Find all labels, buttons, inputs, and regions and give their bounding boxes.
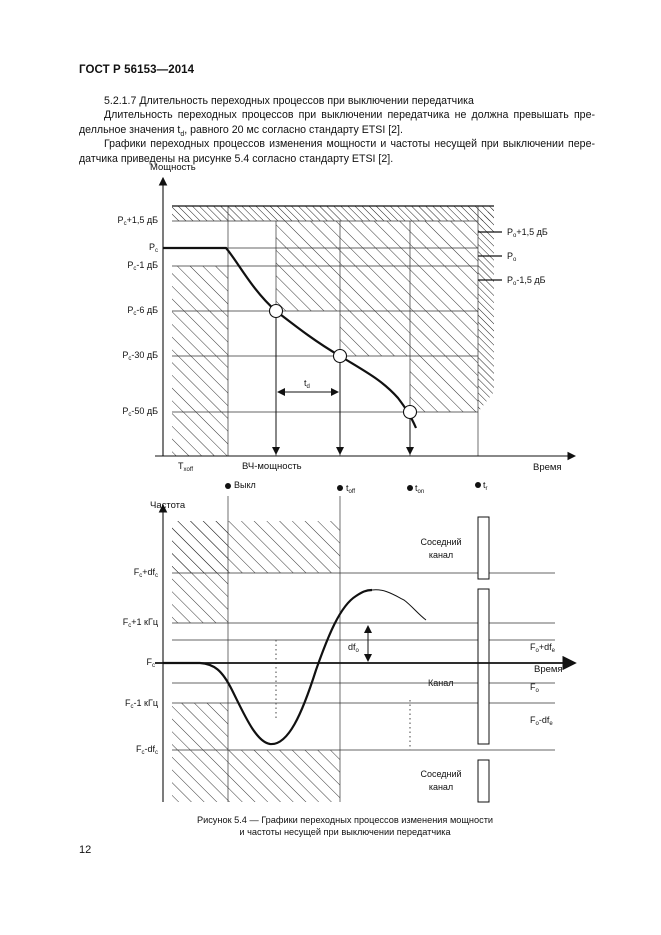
t-on-label: $t_{on}$ (415, 483, 425, 495)
power-point-30db (334, 350, 347, 363)
document-header: ГОСТ Р 56153—2014 (79, 64, 195, 76)
freq-hatch-bottom-right (228, 750, 340, 802)
freq-box-bottom (478, 760, 489, 802)
power-hatch-edge (478, 206, 494, 412)
freq-curve-thin (372, 590, 426, 620)
adjacent-channel-bottom-1: Соседний (420, 769, 462, 779)
caption-line-1: Рисунок 5.4 — Графики переходных процессов изменения мощности (196, 815, 494, 825)
t-r-label: $t_r$ (483, 480, 488, 492)
td-label: $t_d$ (304, 378, 310, 390)
off-label: Выкл (234, 480, 256, 490)
power-hatch-mid2 (340, 311, 478, 356)
caption-line-2: и частоты несущей при выключении передатчика (239, 827, 451, 837)
paragraph-1: Длительность переходных процессов при выключении передатчика не должна превышать пре-делльное значения $t_d$, равного 20 мс согласно стандарту ETSI [2]. (79, 109, 595, 138)
t-xoff-label: $T_{xoff}$ (178, 461, 194, 473)
frequency-chart (123, 496, 575, 802)
power-point-6db (270, 305, 283, 318)
rf-power-label: ВЧ-мощность (242, 461, 302, 472)
freq-time-label: Время (534, 664, 563, 675)
freq-box-top (478, 517, 489, 579)
power-tick-pc: $P_c$ (148, 242, 158, 254)
freq-tick-fc-plus-1khz: $F_c+1$ кГц (122, 617, 158, 629)
power-axis-label: Мощность (150, 162, 196, 173)
freq-right-fo-plus: $F_o+df_e$ (530, 642, 555, 654)
freq-right-fo: $F_o$ (530, 682, 539, 694)
paragraph-2: Графики переходных процессов изменения мощности и частоты несущей при выключении пере-датчика приведены на рисунке 5.4 согласно стандарту ETSI [2]. (79, 138, 595, 165)
power-right-po: $P_o$ (507, 251, 517, 263)
power-tick-pc-minus-1: $P_c-1$ дБ (127, 260, 158, 272)
power-tick-pc-minus-30: $P_c-30$ дБ (122, 350, 158, 362)
adjacent-channel-top-1: Соседний (420, 537, 462, 547)
power-hatch-right (410, 356, 478, 412)
power-hatch-left (172, 266, 228, 456)
power-tick-pc-minus-6: $P_c-6$ дБ (127, 305, 158, 317)
dfo-label: $df_o$ (348, 642, 359, 654)
power-right-po-minus: $P_o-1,5$ дБ (507, 275, 546, 287)
power-right-po-plus: $P_o+1,5$ дБ (507, 227, 548, 239)
adjacent-channel-bottom-2: канал (428, 782, 454, 792)
adjacent-channel-top-2: канал (428, 550, 454, 560)
t-off-label: $t_{off}$ (346, 483, 356, 495)
power-point-50db (404, 406, 417, 419)
freq-hatch-bottom-left (172, 703, 228, 802)
freq-right-fo-minus: $F_o-df_e$ (530, 715, 553, 727)
freq-tick-fc-minus-dfc: $F_c-df_c$ (135, 744, 158, 756)
freq-hatch-top-left (172, 521, 228, 623)
power-tick-pc-minus-50: $P_c-50$ дБ (122, 406, 158, 418)
freq-tick-fc-minus-1khz: $F_c-1$ кГц (125, 698, 158, 710)
section-heading: 5.2.1.7 Длительность переходных процессов при выключении передатчика (104, 95, 474, 107)
power-tick-pc-plus-1-5: $P_c+1,5$ дБ (117, 215, 158, 227)
page-number: 12 (79, 844, 92, 856)
power-limit-hatch-top (172, 206, 494, 221)
freq-box-mid (478, 589, 489, 744)
freq-tick-fc-plus-dfc: $F_c+df_c$ (133, 567, 158, 579)
freq-tick-fc: $F_c$ (146, 657, 155, 669)
freq-axis-label: Частота (150, 500, 186, 511)
power-time-label: Время (533, 462, 562, 473)
figure-caption (140, 814, 550, 838)
power-chart (118, 162, 575, 473)
channel-label: Канал (428, 678, 454, 688)
timeline-markers (225, 480, 488, 495)
